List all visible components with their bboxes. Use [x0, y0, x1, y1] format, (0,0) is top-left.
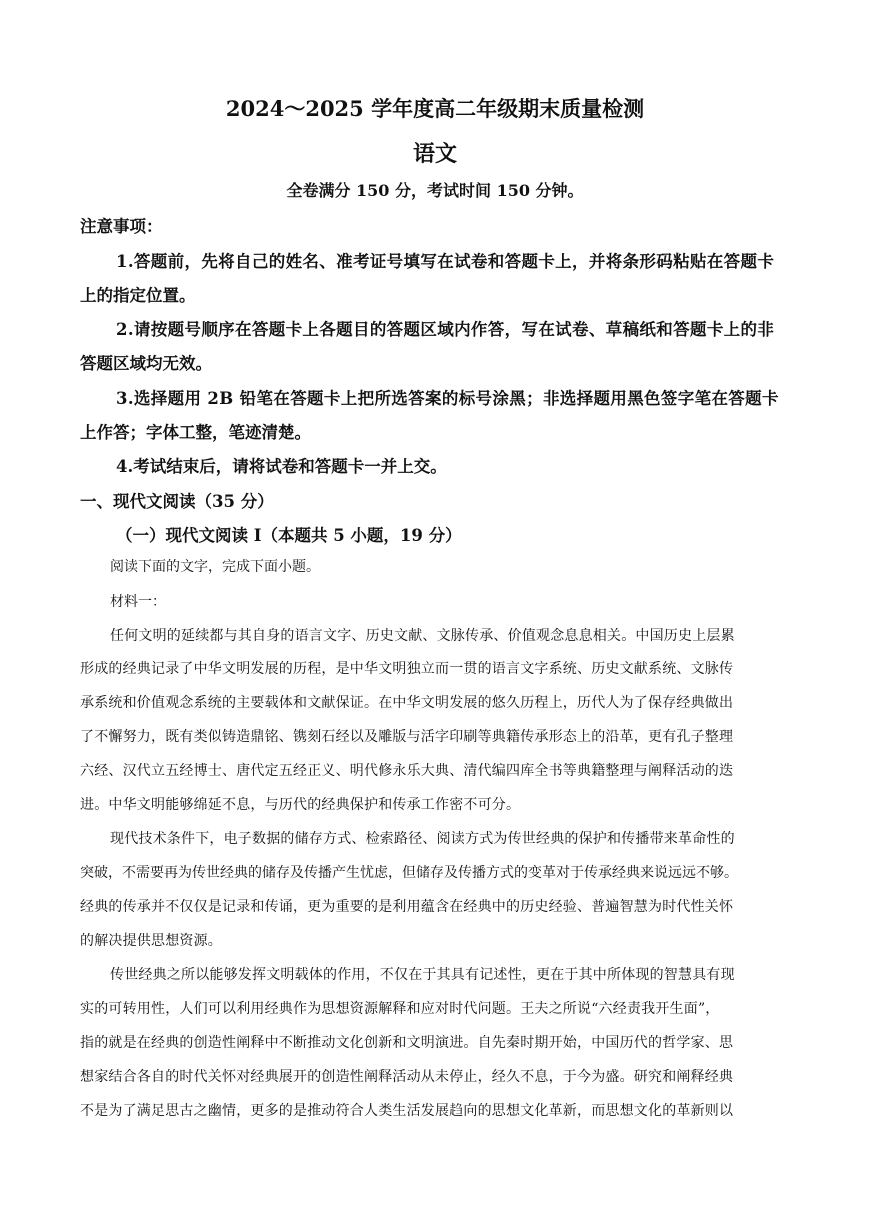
passage-line: 任何文明的延续都与其自身的语言文字、历史文献、文脉传承、价值观念息息相关。中国历史上层累 [110, 628, 735, 644]
passage-line: 的解决提供思想资源。 [80, 933, 222, 949]
passage-line: 传世经典之所以能够发挥文明载体的作用，不仅在于其具有记述性，更在于其中所体现的智慧具有现 [110, 967, 735, 983]
passage-line: 不是为了满足思古之幽情，更多的是推动符合人类生活发展趋向的思想文化革新，而思想文化的革新则以 [80, 1103, 734, 1119]
notice-line: 上作答；字体工整，笔迹清楚。 [80, 423, 311, 442]
passage-line: 形成的经典记录了中华文明发展的历程，是中华文明独立而一贯的语言文字系统、历史文献系统、文脉传 [80, 661, 734, 677]
passage-line: 六经、汉代立五经博士、唐代定五经正义、明代修永乐大典、清代编四库全书等典籍整理与阐释活动的迭 [80, 763, 734, 779]
notice-line: 3.选择题用 2B 铅笔在答题卡上把所选答案的标号涂黑；非选择题用黑色签字笔在答题卡 [116, 389, 779, 408]
passage-line: 承系统和价值观念系统的主要载体和文献保证。在中华文明发展的悠久历程上，历代人为了保存经典做出 [80, 695, 734, 711]
notice-line: 1.答题前，先将自己的姓名、准考证号填写在试卷和答题卡上，并将条形码粘贴在答题卡 [116, 252, 775, 271]
passage-line: 经典的传承并不仅仅是记录和传诵，更为重要的是利用蕴含在经典中的历史经验、普遍智慧为时代性关怀 [80, 899, 734, 915]
material-label: 材料一： [110, 594, 166, 610]
section-heading: 一、现代文阅读（35 分） [80, 492, 274, 511]
notice-line: 4.考试结束后，请将试卷和答题卡一并上交。 [116, 457, 447, 476]
passage-line: 指的就是在经典的创造性阐释中不断推动文化创新和文明演进。自先秦时期开始，中国历代的哲学家、思 [80, 1035, 734, 1051]
passage-line: 突破，不需要再为传世经典的储存及传播产生忧虑，但储存及传播方式的变革对于传承经典来说远远不够。 [80, 865, 738, 881]
notice-heading: 注意事项： [80, 217, 163, 236]
notice-line: 答题区域均无效。 [80, 354, 212, 373]
instruction-text: 阅读下面的文字，完成下面小题。 [110, 559, 320, 575]
notice-line: 上的指定位置。 [80, 286, 196, 305]
passage-line: 进。中华文明能够绵延不息，与历代的经典保护和传承工作密不可分。 [80, 797, 521, 813]
section-subheading: （一）现代文阅读 I（本题共 5 小题，19 分） [116, 526, 462, 545]
exam-title: 2024～2025 学年度高二年级期末质量检测 [225, 96, 645, 121]
passage-line: 想家结合各自的时代关怀对经典展开的创造性阐释活动从未停止，经久不息，于今为盛。研究和阐释经典 [80, 1069, 734, 1085]
notice-line: 2.请按题号顺序在答题卡上各题目的答题区域内作答，写在试卷、草稿纸和答题卡上的非 [116, 320, 775, 339]
exam-meta: 全卷满分 150 分，考试时间 150 分钟。 [286, 181, 584, 200]
passage-line: 现代技术条件下，电子数据的储存方式、检索路径、阅读方式为传世经典的保护和传播带来革命性的 [110, 831, 735, 847]
subject-title: 语文 [412, 141, 457, 167]
passage-line: 了不懈努力，既有类似铸造鼎铭、镌刻石经以及雕版与活字印刷等典籍传承形态上的沿革，更有孔子整理 [80, 729, 734, 745]
passage-line: 实的可转用性，人们可以利用经典作为思想资源解释和应对时代问题。王夫之所说“六经责我开生面”， [80, 1001, 720, 1017]
